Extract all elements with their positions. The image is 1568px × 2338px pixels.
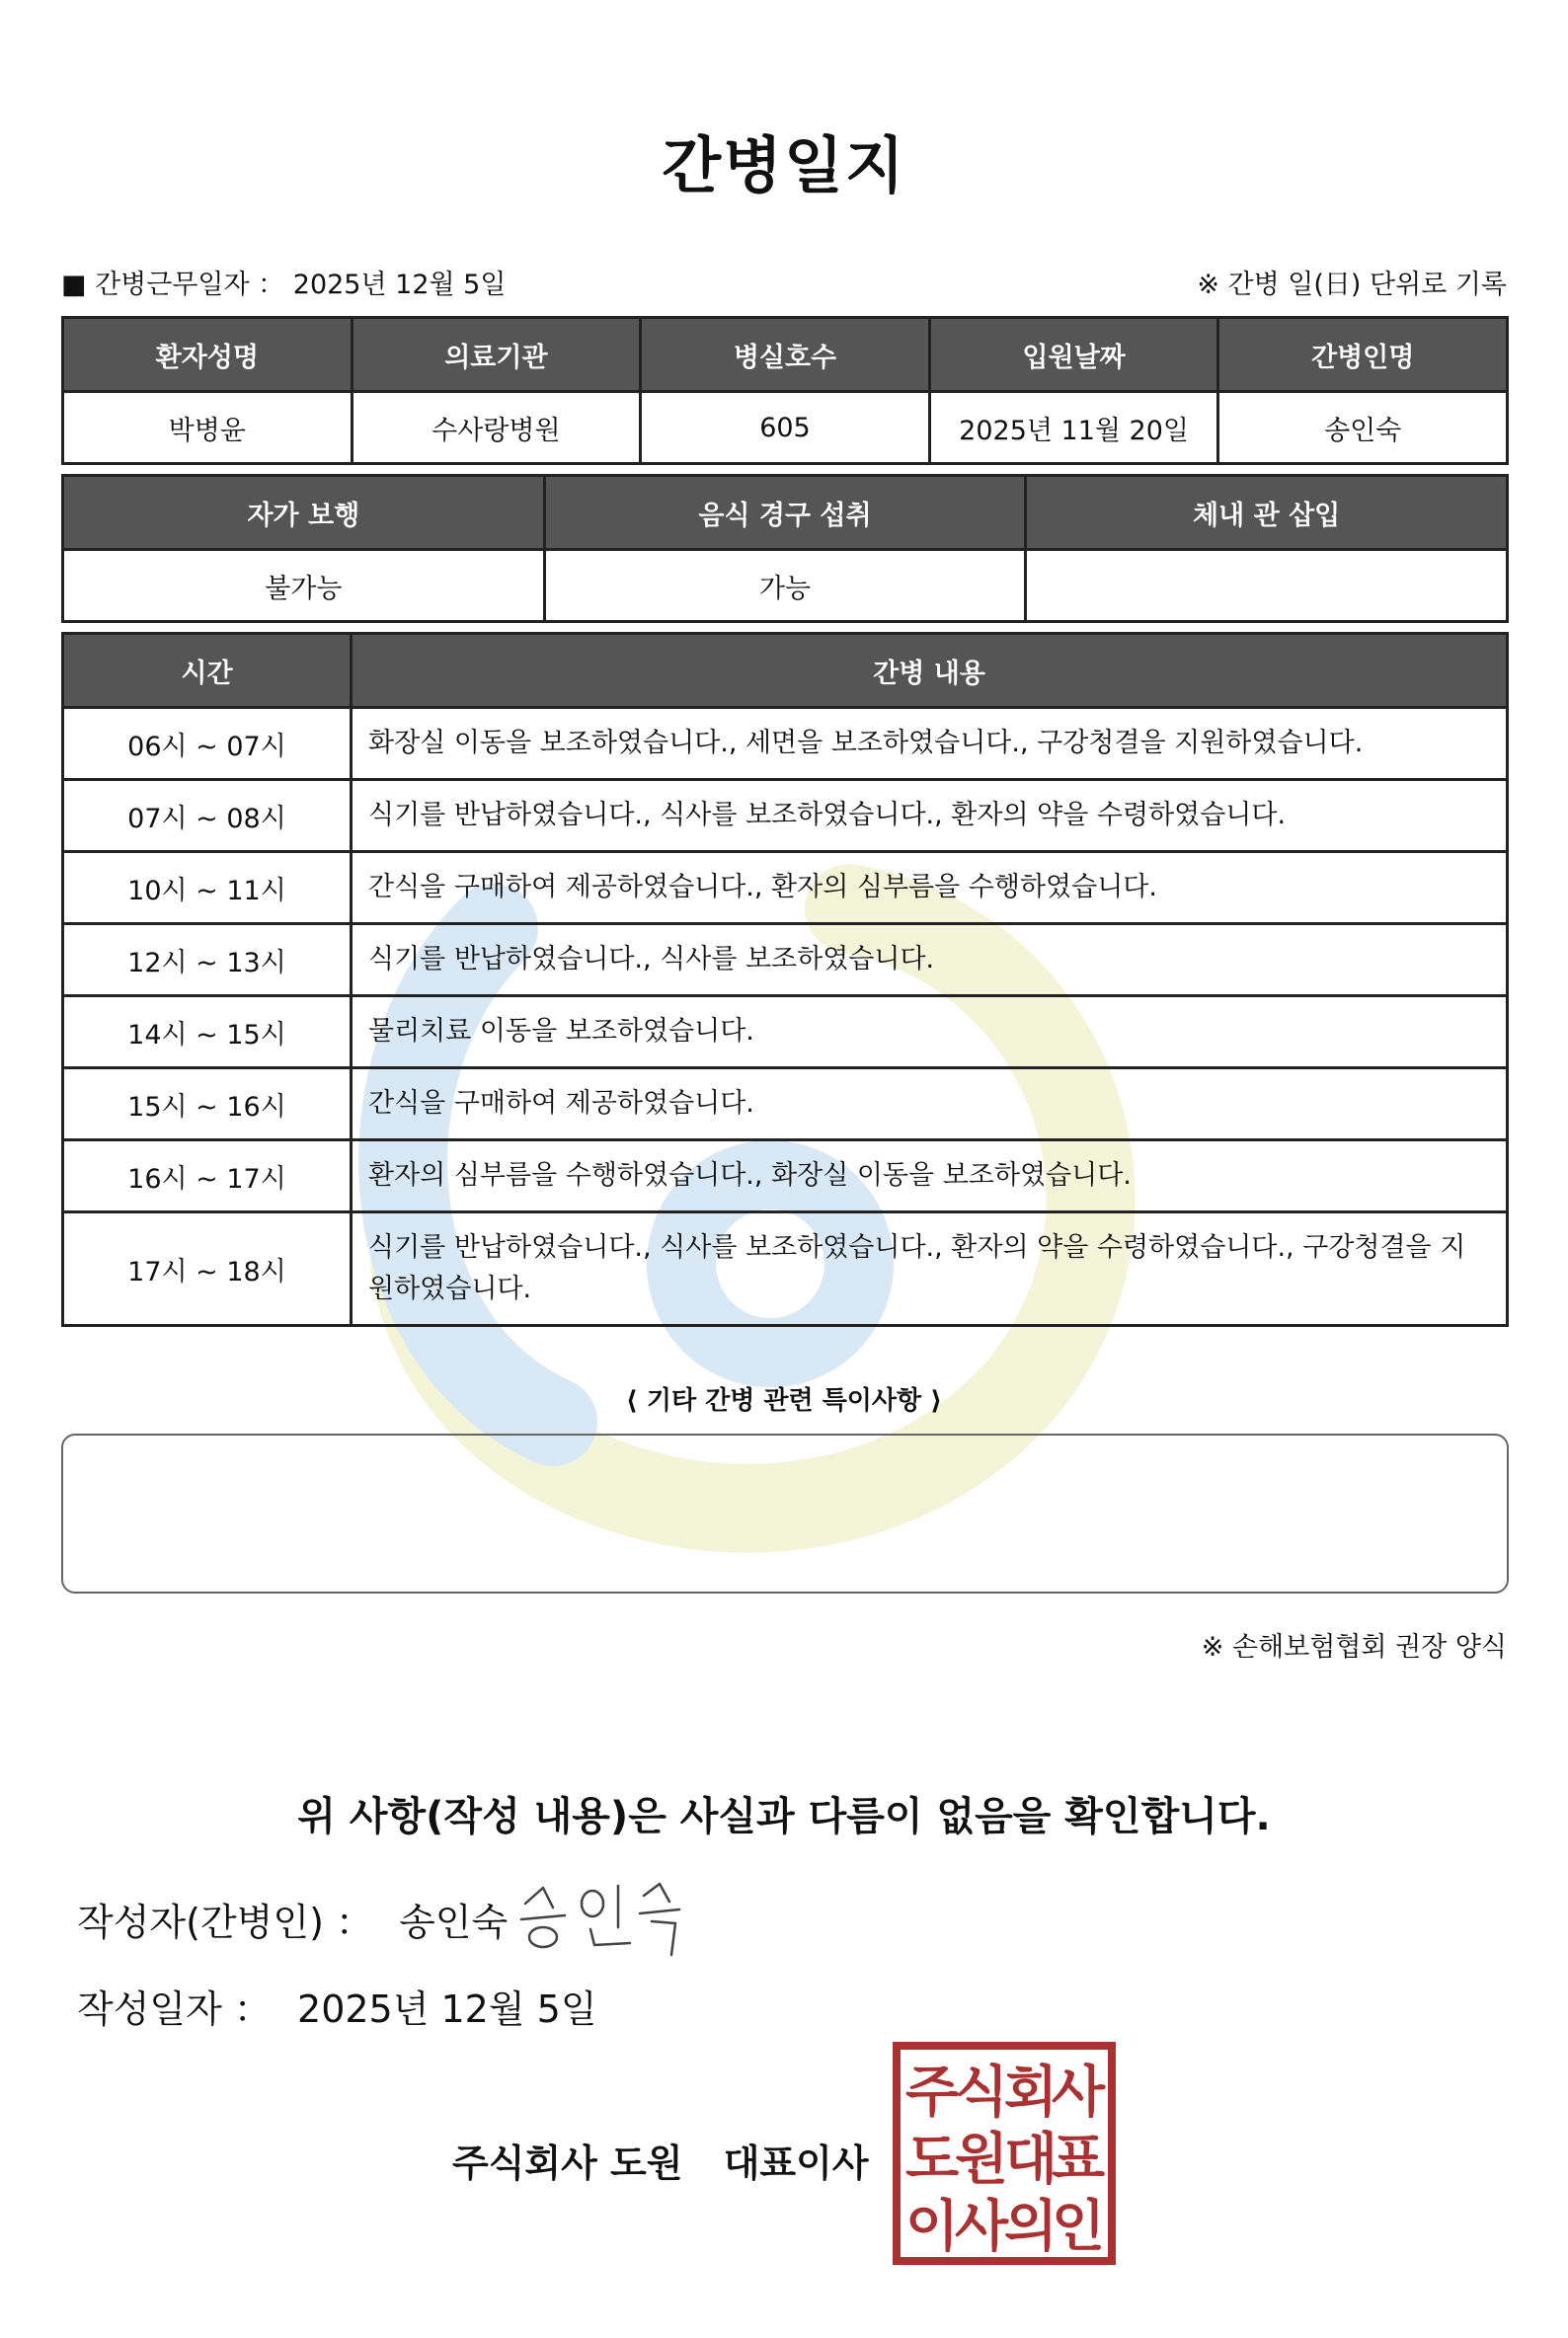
patient-name: 박병윤 — [63, 392, 353, 464]
work-date — [61, 263, 506, 301]
log-content: 간식을 구매하여 제공하였습니다. — [352, 1068, 1508, 1140]
admission-date: 2025년 11월 20일 — [929, 392, 1218, 464]
header-care-content: 간병 내용 — [352, 634, 1508, 708]
patient-info-table — [61, 316, 1509, 465]
table-row — [63, 780, 1508, 852]
table-row — [63, 924, 1508, 996]
confirmation-statement: 위 사항(작성 내용)은 사실과 다름이 없음을 확인합니다. — [297, 1794, 1271, 1839]
work-date-label: ■ 간병근무일자 ： — [61, 270, 285, 300]
company-seal — [893, 2042, 1116, 2265]
oral-intake-status: 가능 — [544, 550, 1026, 622]
svg-text:주: 주 — [904, 2061, 960, 2125]
written-date-value: 2025년 12월 5일 — [297, 1987, 597, 2031]
recommended-form-note: ※ 손해보험협회 권장 양식 — [1201, 1632, 1507, 1663]
log-content: 환자의 심부름을 수행하였습니다., 화장실 이동을 보조하였습니다. — [352, 1140, 1508, 1212]
svg-text:표: 표 — [1051, 2128, 1106, 2192]
record-unit-note: ※ 간병 일(日) 단위로 기록 — [1197, 270, 1507, 300]
svg-text:인: 인 — [1051, 2195, 1106, 2259]
writer-label: 작성자(간병인) ： — [77, 1901, 373, 1944]
log-content: 식기를 반납하였습니다., 식사를 보조하였습니다., 환자의 약을 수령하였습니다., 구강청결을 지원하였습니다. — [352, 1212, 1508, 1326]
hospital-name: 수사랑병원 — [352, 392, 641, 464]
svg-text:의: 의 — [1003, 2195, 1058, 2259]
caregiver-name: 송인숙 — [1218, 392, 1508, 464]
log-time: 07시 ~ 08시 — [63, 780, 352, 852]
remarks-box — [61, 1434, 1509, 1594]
header-time: 시간 — [63, 634, 352, 708]
company-name: 주식회사 도원 — [452, 2142, 683, 2185]
svg-text:식: 식 — [954, 2061, 1009, 2125]
table-row — [63, 996, 1508, 1068]
page-title: 간병일지 — [662, 129, 906, 201]
log-content: 물리치료 이동을 보조하였습니다. — [352, 996, 1508, 1068]
patient-status-table — [61, 474, 1509, 623]
header-room: 병실호수 — [641, 318, 930, 392]
log-content: 식기를 반납하였습니다., 식사를 보조하였습니다., 환자의 약을 수령하였습니다. — [352, 780, 1508, 852]
svg-text:사: 사 — [1051, 2061, 1106, 2125]
header-walking: 자가 보행 — [63, 476, 545, 550]
log-time: 06시 ~ 07시 — [63, 708, 352, 780]
log-time: 16시 ~ 17시 — [63, 1140, 352, 1212]
table-row — [63, 1140, 1508, 1212]
table-row — [63, 708, 1508, 780]
header-caregiver-name: 간병인명 — [1218, 318, 1508, 392]
svg-text:이: 이 — [904, 2195, 960, 2259]
room-number: 605 — [641, 392, 930, 464]
log-time: 14시 ~ 15시 — [63, 996, 352, 1068]
signature-image — [513, 1874, 691, 1963]
log-time: 10시 ~ 11시 — [63, 852, 352, 924]
header-tube-insertion: 체내 관 삽입 — [1026, 476, 1508, 550]
writer-name: 송인숙 — [399, 1901, 509, 1944]
tube-insertion-status — [1026, 550, 1508, 622]
log-time: 17시 ~ 18시 — [63, 1212, 352, 1326]
svg-text:대: 대 — [1003, 2128, 1058, 2192]
table-row — [63, 1068, 1508, 1140]
header-admission-date: 입원날짜 — [929, 318, 1218, 392]
care-log-table — [61, 632, 1509, 1327]
header-oral-intake: 음식 경구 섭취 — [544, 476, 1026, 550]
work-date-value: 2025년 12월 5일 — [292, 270, 507, 300]
writer-row — [77, 1892, 508, 1946]
svg-text:원: 원 — [954, 2128, 1009, 2192]
table-row — [63, 1212, 1508, 1326]
svg-text:사: 사 — [954, 2195, 1009, 2259]
company-title: 대표이사 — [723, 2142, 869, 2185]
written-date-label: 작성일자 ： — [77, 1987, 272, 2031]
written-date-row — [77, 1979, 597, 2033]
remarks-title: ⟨ 기타 간병 관련 특이사항 ⟩ — [625, 1386, 943, 1416]
table-row — [63, 852, 1508, 924]
log-time: 15시 ~ 16시 — [63, 1068, 352, 1140]
log-time: 12시 ~ 13시 — [63, 924, 352, 996]
log-content: 화장실 이동을 보조하였습니다., 세면을 보조하였습니다., 구강청결을 지원하였습니다. — [352, 708, 1508, 780]
log-content: 식기를 반납하였습니다., 식사를 보조하였습니다. — [352, 924, 1508, 996]
log-content: 간식을 구매하여 제공하였습니다., 환자의 심부름을 수행하였습니다. — [352, 852, 1508, 924]
svg-text:도: 도 — [904, 2128, 960, 2192]
walking-status: 불가능 — [63, 550, 545, 622]
company-signature — [452, 2133, 869, 2187]
header-hospital: 의료기관 — [352, 318, 641, 392]
header-patient-name: 환자성명 — [63, 318, 353, 392]
svg-text:회: 회 — [1003, 2061, 1058, 2125]
